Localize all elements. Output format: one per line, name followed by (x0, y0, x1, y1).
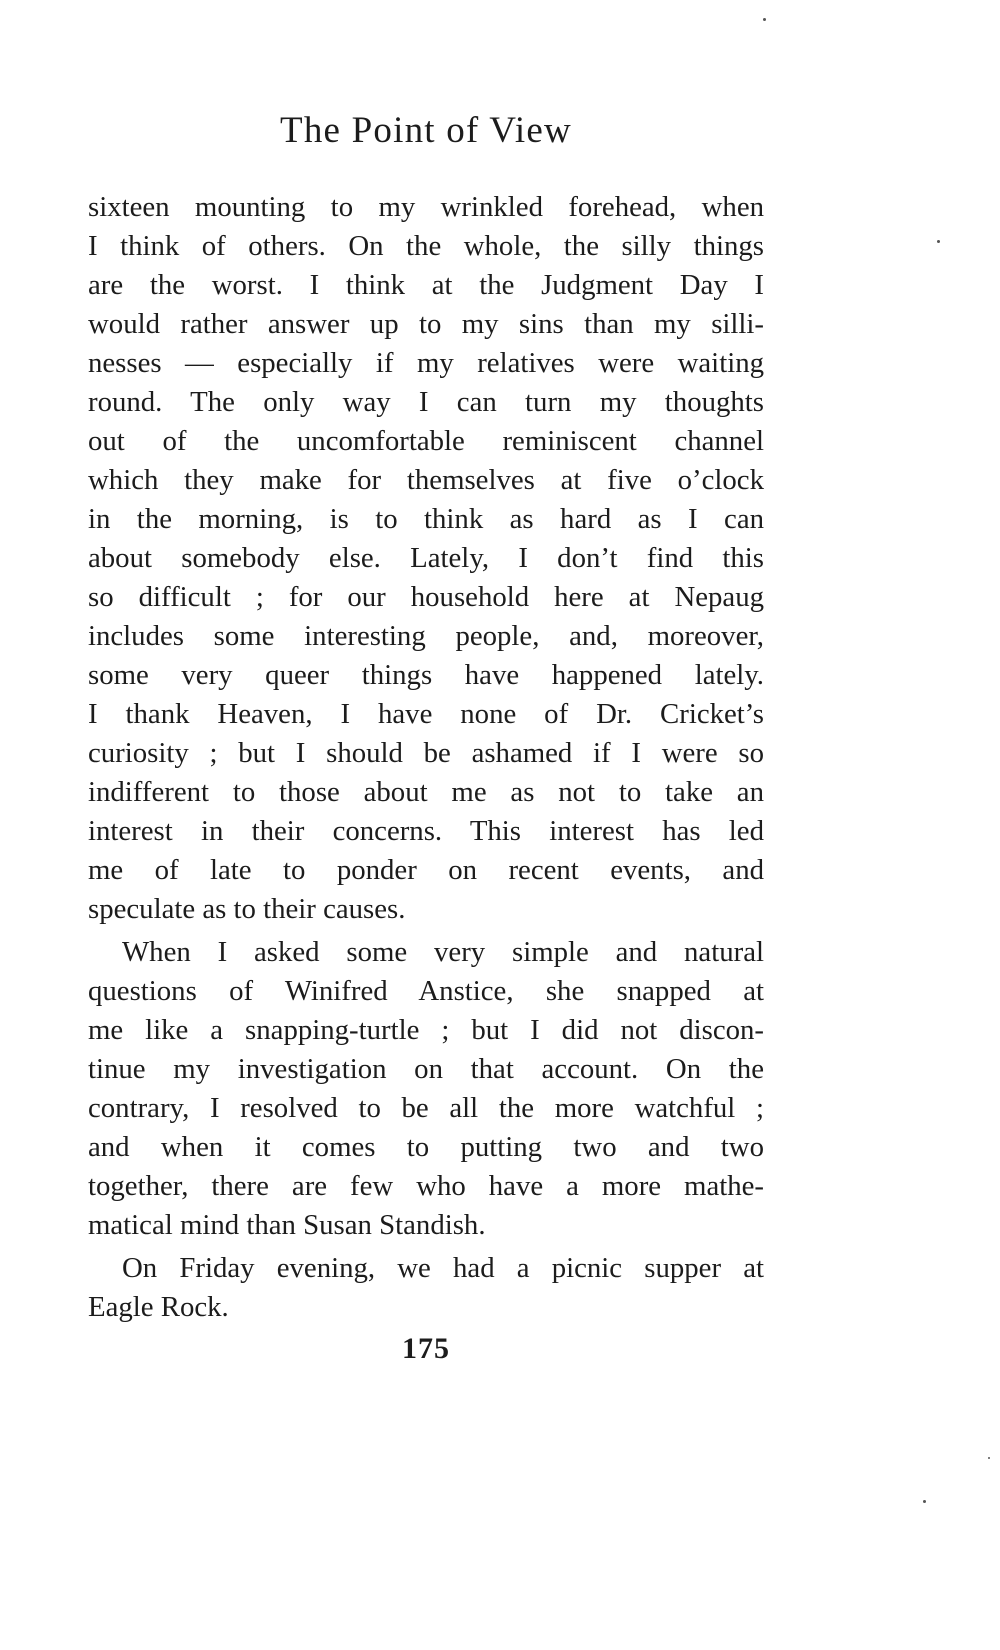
page-number: 175 (402, 1332, 450, 1365)
text-line: curiosity ; but I should be ashamed if I were so (88, 737, 764, 769)
text-line: me like a snapping-turtle ; but I did not discon- (88, 1014, 764, 1046)
text-line: so difficult ; for our household here at Nepaug (88, 581, 764, 613)
text-line: I thank Heaven, I have none of Dr. Cricket’s (88, 698, 764, 730)
text-line: me of late to ponder on recent events, and (88, 854, 764, 886)
text-line: would rather answer up to my sins than my silli- (88, 308, 764, 340)
text-line: speculate as to their causes. (88, 893, 406, 925)
running-head: The Point of View (280, 110, 572, 151)
text-line: and when it comes to putting two and two (88, 1131, 764, 1163)
text-line: Eagle Rock. (88, 1291, 229, 1323)
scan-speck (763, 18, 766, 21)
text-line: round. The only way I can turn my thoughts (88, 386, 764, 418)
text-line: I think of others. On the whole, the silly things (88, 230, 764, 262)
text-line: questions of Winifred Anstice, she snapped at (88, 975, 764, 1007)
scan-speck (923, 1500, 926, 1503)
scan-speck (937, 240, 940, 243)
text-line: interest in their concerns. This interest has led (88, 815, 764, 847)
text-line: tinue my investigation on that account. On the (88, 1053, 764, 1085)
text-line: about somebody else. Lately, I don’t find this (88, 542, 764, 574)
body-text (88, 188, 764, 1327)
text-line: together, there are few who have a more mathe- (88, 1170, 764, 1202)
text-line: On Friday evening, we had a picnic supper at (122, 1252, 764, 1284)
text-line: matical mind than Susan Standish. (88, 1209, 486, 1241)
text-line: indifferent to those about me as not to take an (88, 776, 764, 808)
text-line: out of the uncomfortable reminiscent channel (88, 425, 764, 457)
text-line: includes some interesting people, and, moreover, (88, 620, 764, 652)
text-line: which they make for themselves at five o’clock (88, 464, 764, 496)
paragraph-3 (88, 1249, 764, 1327)
text-line: in the morning, is to think as hard as I can (88, 503, 764, 535)
paragraph-2 (88, 933, 764, 1245)
scan-speck (988, 1457, 990, 1459)
text-line: contrary, I resolved to be all the more watchful ; (88, 1092, 764, 1124)
text-line: sixteen mounting to my wrinkled forehead, when (88, 191, 764, 223)
text-line: nesses — especially if my relatives were waiting (88, 347, 764, 379)
text-line: are the worst. I think at the Judgment Day I (88, 269, 764, 301)
text-line: When I asked some very simple and natural (122, 936, 764, 968)
text-line: some very queer things have happened lately. (88, 659, 764, 691)
paragraph-1 (88, 188, 764, 929)
